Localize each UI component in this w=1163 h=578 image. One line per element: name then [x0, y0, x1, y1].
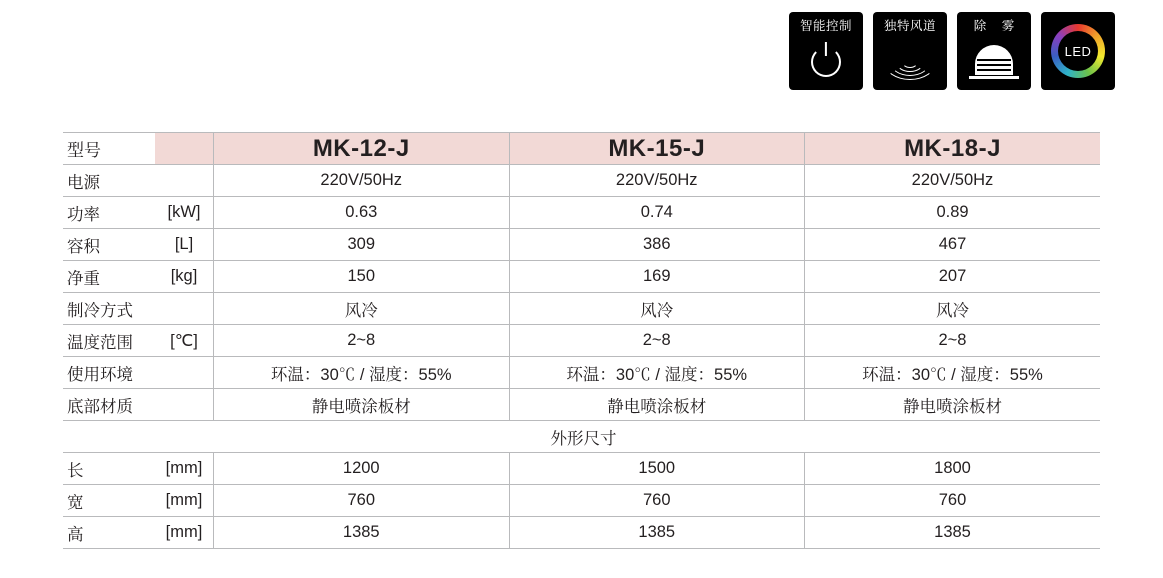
row-value: 0.89: [805, 197, 1101, 229]
table-row: [63, 261, 1100, 293]
row-value: 静电喷涂板材: [805, 389, 1101, 421]
badge-airflow: [873, 12, 947, 90]
led-ring-icon: [1051, 24, 1105, 78]
row-unit: [155, 389, 214, 421]
row-value: 0.74: [509, 197, 805, 229]
row-value: 1500: [509, 453, 805, 485]
badge-label: 独特风道: [883, 19, 936, 33]
row-value: 309: [214, 229, 510, 261]
model-column-3: MK-18-J: [805, 133, 1101, 165]
badge-label: LED: [1058, 31, 1098, 71]
row-label: 高: [63, 517, 155, 549]
table-header-row: [63, 133, 1100, 165]
row-unit: [mm]: [155, 453, 214, 485]
row-label: 宽: [63, 485, 155, 517]
row-value: 2~8: [805, 325, 1101, 357]
row-value: 760: [509, 485, 805, 517]
row-value: 环温：30℃ / 湿度：55%: [805, 357, 1101, 389]
row-value: 386: [509, 229, 805, 261]
row-label: 电源: [63, 165, 155, 197]
table-row: [63, 357, 1100, 389]
row-unit: [kg]: [155, 261, 214, 293]
row-value: 150: [214, 261, 510, 293]
row-label: 使用环境: [63, 357, 155, 389]
model-column-1: MK-12-J: [214, 133, 510, 165]
row-unit: [L]: [155, 229, 214, 261]
table-row: [63, 517, 1100, 549]
table-section-row: [63, 421, 1100, 453]
row-label: 长: [63, 453, 155, 485]
row-value: 220V/50Hz: [509, 165, 805, 197]
row-value: 2~8: [509, 325, 805, 357]
specification-table: [63, 132, 1100, 549]
row-value: 207: [805, 261, 1101, 293]
row-unit: [155, 293, 214, 325]
row-value: 760: [214, 485, 510, 517]
row-value: 220V/50Hz: [214, 165, 510, 197]
row-value: 风冷: [214, 293, 510, 325]
row-value: 环温：30℃ / 湿度：55%: [214, 357, 510, 389]
row-unit: [mm]: [155, 517, 214, 549]
row-unit: [℃]: [155, 325, 214, 357]
row-label: 制冷方式: [63, 293, 155, 325]
table-row: [63, 485, 1100, 517]
row-value: 0.63: [214, 197, 510, 229]
table-row: [63, 165, 1100, 197]
badge-led: [1041, 12, 1115, 90]
model-column-2: MK-15-J: [509, 133, 805, 165]
feature-badge-group: [789, 12, 1115, 90]
row-label: 净重: [63, 261, 155, 293]
row-value: 467: [805, 229, 1101, 261]
table-row: [63, 453, 1100, 485]
row-value: 环温：30℃ / 湿度：55%: [509, 357, 805, 389]
row-value: 760: [805, 485, 1101, 517]
row-unit: [155, 357, 214, 389]
row-label: 温度范围: [63, 325, 155, 357]
table-row: [63, 293, 1100, 325]
header-unit-cell: [155, 133, 214, 165]
row-unit: [kW]: [155, 197, 214, 229]
row-value: 169: [509, 261, 805, 293]
row-value: 1200: [214, 453, 510, 485]
row-value: 2~8: [214, 325, 510, 357]
table-row: [63, 229, 1100, 261]
row-unit: [mm]: [155, 485, 214, 517]
badge-label: 除 雾: [973, 19, 1021, 33]
row-label: 容积: [63, 229, 155, 261]
power-icon: [789, 40, 863, 84]
badge-defog: [957, 12, 1031, 90]
table-row: [63, 389, 1100, 421]
table-row: [63, 325, 1100, 357]
row-value: 1385: [509, 517, 805, 549]
section-title: 外形尺寸: [63, 421, 1100, 453]
row-value: 1800: [805, 453, 1101, 485]
row-value: 220V/50Hz: [805, 165, 1101, 197]
defog-icon: [957, 40, 1031, 84]
row-value: 风冷: [509, 293, 805, 325]
row-value: 静电喷涂板材: [509, 389, 805, 421]
header-label-cell: 型号: [63, 133, 155, 165]
row-value: 静电喷涂板材: [214, 389, 510, 421]
badge-label: 智能控制: [799, 19, 852, 33]
row-value: 1385: [805, 517, 1101, 549]
row-unit: [155, 165, 214, 197]
row-value: 1385: [214, 517, 510, 549]
airflow-icon: [873, 40, 947, 84]
table-row: [63, 197, 1100, 229]
badge-smart-control: [789, 12, 863, 90]
row-value: 风冷: [805, 293, 1101, 325]
row-label: 底部材质: [63, 389, 155, 421]
row-label: 功率: [63, 197, 155, 229]
